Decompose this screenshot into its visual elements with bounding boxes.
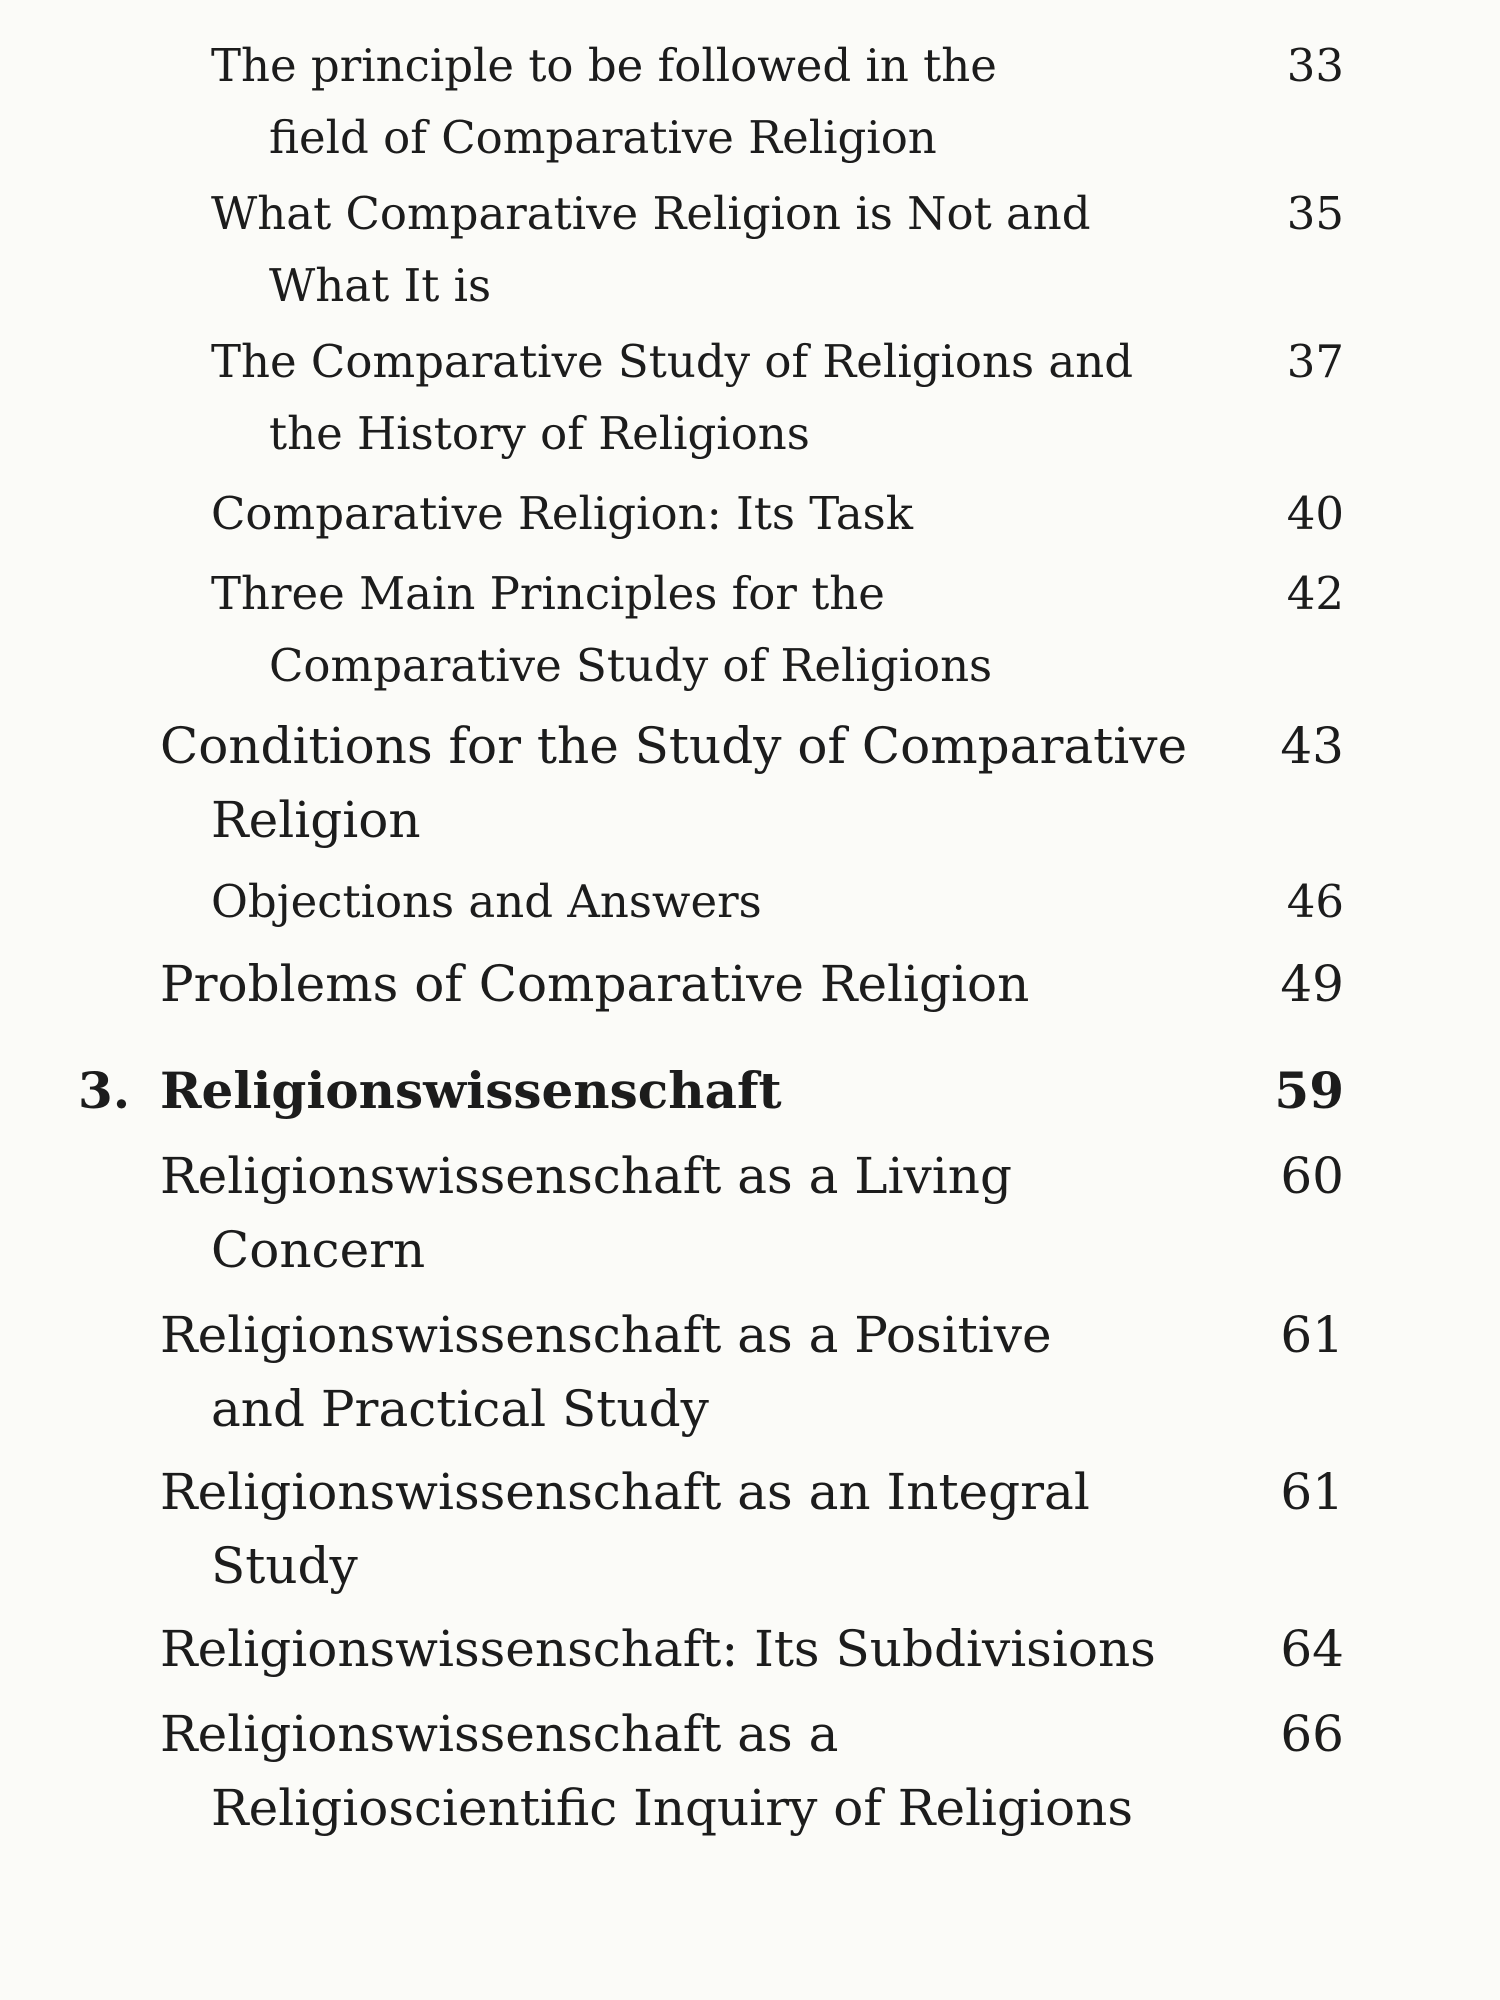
- toc-entry-line: field of Comparative Religion: [269, 111, 937, 164]
- toc-entry-title: [211, 558, 993, 702]
- toc-entry-title: [211, 326, 1133, 470]
- toc-page-number: 64: [1280, 1620, 1344, 1678]
- chapter-number: 3.: [78, 1061, 131, 1120]
- toc-page-number: 46: [1286, 875, 1344, 928]
- toc-entry-title: [160, 1455, 1090, 1603]
- toc-entry-line: Religioscientific Inquiry of Religions: [211, 1779, 1133, 1837]
- toc-entry-line: Religionswissenschaft as an Integral: [160, 1463, 1090, 1521]
- toc-entry-line: Comparative Study of Religions: [269, 639, 993, 692]
- toc-entry-line: Religionswissenschaft as a: [160, 1705, 839, 1763]
- toc-entry-title: [160, 1139, 1012, 1287]
- toc-page-number: 35: [1286, 187, 1344, 240]
- toc-entry-title: [160, 709, 1187, 857]
- toc-entry-line: What Comparative Religion is Not and: [211, 187, 1091, 240]
- chapter-title: [160, 1054, 782, 1128]
- toc-entry-line: Religionswissenschaft: Its Subdivisions: [160, 1620, 1156, 1678]
- toc-page-number: 61: [1280, 1463, 1344, 1521]
- toc-entry-line: Objections and Answers: [211, 875, 762, 928]
- toc-entry-line: The Comparative Study of Religions and: [211, 335, 1133, 388]
- toc-page-number: 42: [1286, 567, 1344, 620]
- toc-entry-line: the History of Religions: [269, 407, 810, 460]
- toc-page-number: 49: [1280, 955, 1344, 1013]
- toc-entry-line: What It is: [269, 259, 492, 312]
- chapter-title-line: Religionswissenschaft: [160, 1061, 782, 1120]
- toc-entry-title: [211, 178, 1091, 322]
- toc-entry-line: The principle to be followed in the: [211, 39, 997, 92]
- toc-entry-line: Study: [211, 1537, 358, 1595]
- chapter-page-number: 59: [1274, 1061, 1344, 1120]
- toc-entry-title: [160, 1697, 1133, 1845]
- toc-entry-line: Three Main Principles for the: [211, 567, 885, 620]
- toc-entry-line: Religionswissenschaft as a Living: [160, 1147, 1012, 1205]
- toc-entry-line: Comparative Religion: Its Task: [211, 487, 914, 540]
- toc-page-number: 37: [1286, 335, 1344, 388]
- toc-entry-line: Religion: [211, 791, 421, 849]
- toc-entry-title: [211, 478, 913, 550]
- toc-entry-title: [211, 30, 997, 174]
- toc-entry-title: [160, 947, 1029, 1021]
- toc-page-number: 66: [1280, 1705, 1344, 1763]
- toc-entry-title: [160, 1612, 1156, 1686]
- toc-entry-line: and Practical Study: [211, 1380, 709, 1438]
- toc-page-number: 61: [1280, 1306, 1344, 1364]
- toc-entry-line: Conditions for the Study of Comparative: [160, 717, 1188, 775]
- toc-entry-line: Problems of Comparative Religion: [160, 955, 1030, 1013]
- toc-page-number: 40: [1286, 487, 1344, 540]
- toc-entry-line: Religionswissenschaft as a Positive: [160, 1306, 1052, 1364]
- toc-page-number: 60: [1280, 1147, 1344, 1205]
- toc-page-number: 33: [1286, 39, 1344, 92]
- toc-entry-title: [160, 1298, 1052, 1446]
- toc-entry-line: Concern: [211, 1221, 426, 1279]
- toc-page-number: 43: [1280, 717, 1344, 775]
- toc-entry-title: [211, 866, 762, 938]
